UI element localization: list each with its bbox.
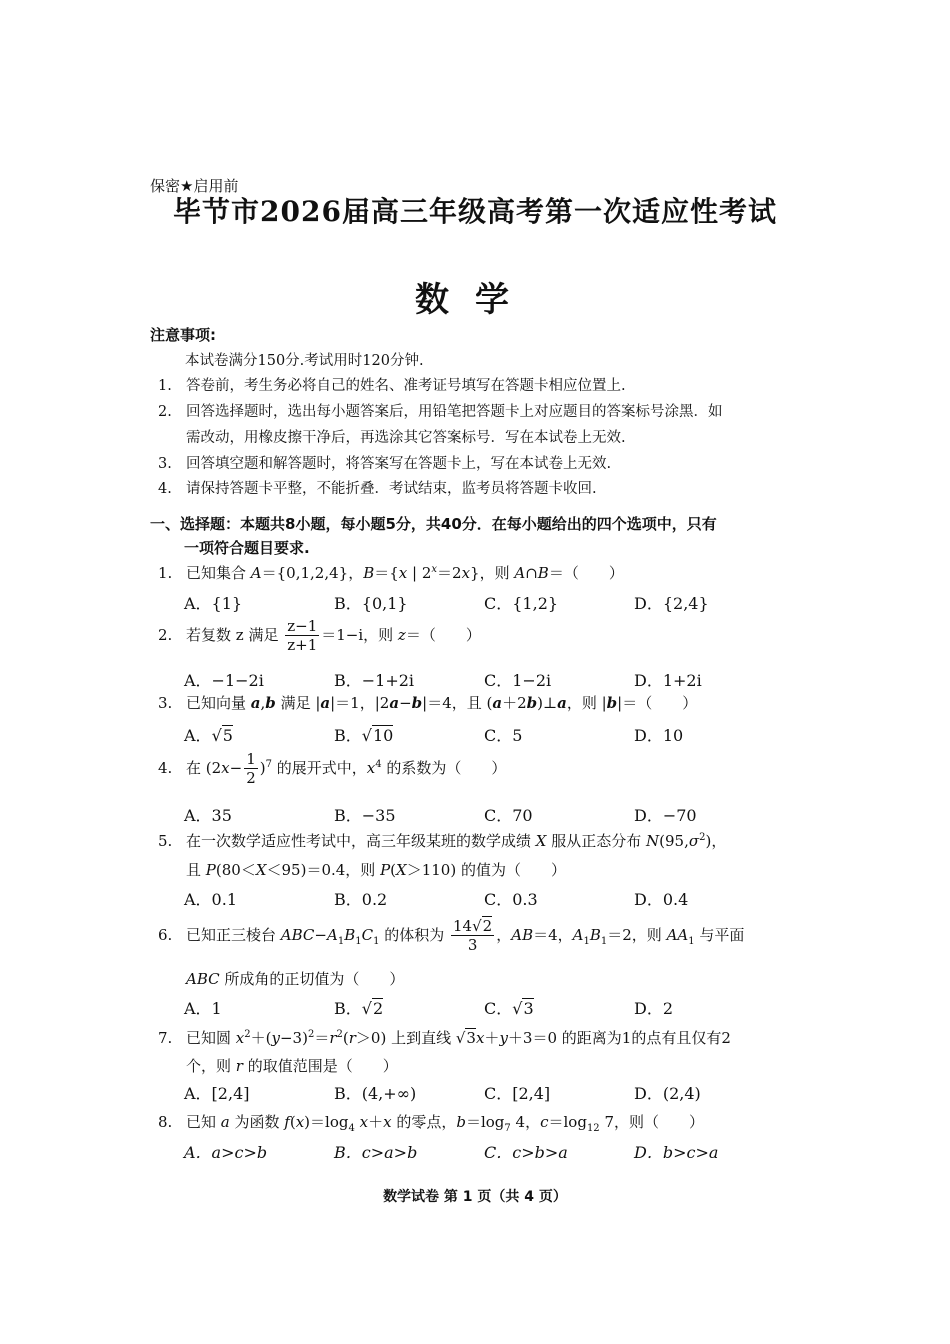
option-d: D．1+2i [634, 671, 702, 690]
page-footer: 数学试卷 第 1 页（共 4 页） [383, 1189, 567, 1205]
option-b: B．√2 [334, 999, 384, 1018]
notice-text: 答卷前，考生务必将自己的姓名、准考证号填写在答题卡相应位置上. [186, 378, 626, 394]
option-a: A．a>c>b [184, 1143, 268, 1162]
option-c: C．[2,4] [484, 1084, 551, 1103]
question-number: 7. [158, 1029, 173, 1047]
notice-num: 1. [158, 378, 172, 394]
question-number: 4. [158, 758, 173, 777]
notice-num: 4. [158, 481, 172, 497]
question-4 [158, 750, 506, 787]
question-6-cont: ABC 所成角的正切值为（ ） [186, 970, 405, 988]
exam-title: 毕节市2026届高三年级高考第一次适应性考试 [173, 195, 777, 228]
notice-item [158, 477, 597, 498]
question-stem: 若复数 z 满足 $\frac{z-1}{z+1}$ ＝1−i，则 z＝（ ） [186, 617, 481, 654]
question-stem: 已知向量 a,b 满足 |a|＝1，|2a−b|＝4，且 (a＋2b)⊥a，则 |b|＝（ ） [186, 694, 698, 712]
option-d: D．(2,4) [634, 1084, 701, 1103]
question-1 [158, 562, 624, 583]
option-a: A．√5 [184, 726, 233, 745]
option-c: C．√3 [484, 999, 534, 1018]
question-number: 2. [158, 625, 173, 644]
question-number: 8. [158, 1113, 173, 1131]
question-number: 3. [158, 694, 173, 712]
notice-item [158, 452, 611, 473]
notice-text: 回答填空题和解答题时，将答案写在答题卡上，写在本试卷上无效. [186, 456, 612, 472]
notice-num: 3. [158, 456, 172, 472]
question-8 [158, 1111, 704, 1134]
option-c: C．5 [484, 726, 523, 745]
option-d: D．0.4 [634, 890, 689, 909]
section-heading-cont: 一项符合题目要求. [184, 539, 310, 557]
option-a: A．−1−2i [184, 671, 264, 690]
question-3 [158, 692, 697, 713]
question-stem: 已知集合 A＝{0,1,2,4}，B＝{x | $2^x=2x$}，则 A∩B＝（ ） [186, 564, 624, 582]
question-stem: 已知正三棱台 $ABC-A_1B_1C_1$ 的体积为 $\frac{14√2}{3}$ ，AB＝4，$A_1B_1=2$，则 $AA_1$ 与平面 [186, 917, 745, 954]
option-d: D．{2,4} [634, 594, 709, 613]
question-stem: 已知 a 为函数 $f(x)=\log_4$ x＋x 的零点，$b=\log_7$ 4，$c=\log_{12}$ 7，则（ ） [186, 1113, 704, 1134]
notice-intro: 本试卷满分150分.考试用时120分钟. [185, 353, 424, 369]
question-6 [158, 917, 744, 954]
option-b: B．{0,1} [334, 594, 408, 613]
option-c: C．70 [484, 806, 533, 825]
question-stem: 已知圆 $x^2+(y-3)^2=r^2(r>0)$ 上到直线 √3x＋y＋3＝0 的距离为1的点有且仅有2 [186, 1029, 731, 1047]
option-a: A．35 [184, 806, 232, 825]
option-c: C．1−2i [484, 671, 552, 690]
option-d: D．b>c>a [634, 1143, 719, 1162]
option-b: B．−35 [334, 806, 396, 825]
question-number: 1. [158, 564, 173, 582]
question-5 [158, 830, 726, 851]
fraction: $\frac{z-1}{z+1}$ [287, 617, 318, 654]
option-a: A．0.1 [184, 890, 238, 909]
option-d: D．10 [634, 726, 684, 745]
option-b: B．0.2 [334, 890, 388, 909]
notice-heading: 注意事项: [150, 326, 216, 344]
question-2 [158, 617, 481, 654]
option-c: C．c>b>a [484, 1143, 568, 1162]
option-c: C．0.3 [484, 890, 538, 909]
option-b: B．(4,+∞) [334, 1084, 417, 1103]
option-a: A．1 [184, 999, 222, 1018]
option-d: D．2 [634, 999, 674, 1018]
notice-num: 2. [158, 404, 172, 420]
notice-item [158, 374, 626, 395]
fraction: $\frac{1}{2}$ [246, 750, 256, 787]
option-b: B．−1+2i [334, 671, 415, 690]
option-b: B．c>a>b [334, 1143, 418, 1162]
option-b: B．√10 [334, 726, 394, 745]
question-number: 5. [158, 832, 173, 850]
option-d: D．−70 [634, 806, 697, 825]
question-stem: 在 (2x− $\frac{1}{2}$ )$^7$ 的展开式中，$x^4$ 的系数为（ ） [186, 750, 507, 787]
subject-title: 数学 [415, 280, 535, 320]
option-c: C．{1,2} [484, 594, 559, 613]
question-5-cont: 且 P(80＜X＜95)＝0.4，则 P(X＞110) 的值为（ ） [186, 861, 566, 879]
option-a: A．{1} [184, 594, 243, 613]
notice-text: 请保持答题卡平整，不能折叠．考试结束，监考员将答题卡收回. [186, 481, 597, 497]
question-number: 6. [158, 925, 173, 944]
notice-item [158, 400, 723, 421]
question-7-cont: 个，则 r 的取值范围是（ ） [186, 1057, 398, 1075]
notice-text-cont: 需改动，用橡皮擦干净后，再选涂其它答案标号．写在本试卷上无效. [186, 430, 626, 446]
notice-text: 回答选择题时，选出每小题答案后，用铅笔把答题卡上对应题目的答案标号涂黑．如 [186, 404, 723, 420]
question-stem: 在一次数学适应性考试中，高三年级某班的数学成绩 X 服从正态分布 $N(95,\sigma^2)$， [186, 832, 727, 850]
fraction: $\frac{14√2}{3}$ [453, 917, 493, 954]
confidential-label: 保密★启用前 [150, 177, 239, 195]
option-a: A．[2,4] [184, 1084, 250, 1103]
question-7 [158, 1027, 731, 1048]
section-heading: 一、选择题：本题共8小题，每小题5分，共40分．在每小题给出的四个选项中，只有 [150, 515, 717, 533]
